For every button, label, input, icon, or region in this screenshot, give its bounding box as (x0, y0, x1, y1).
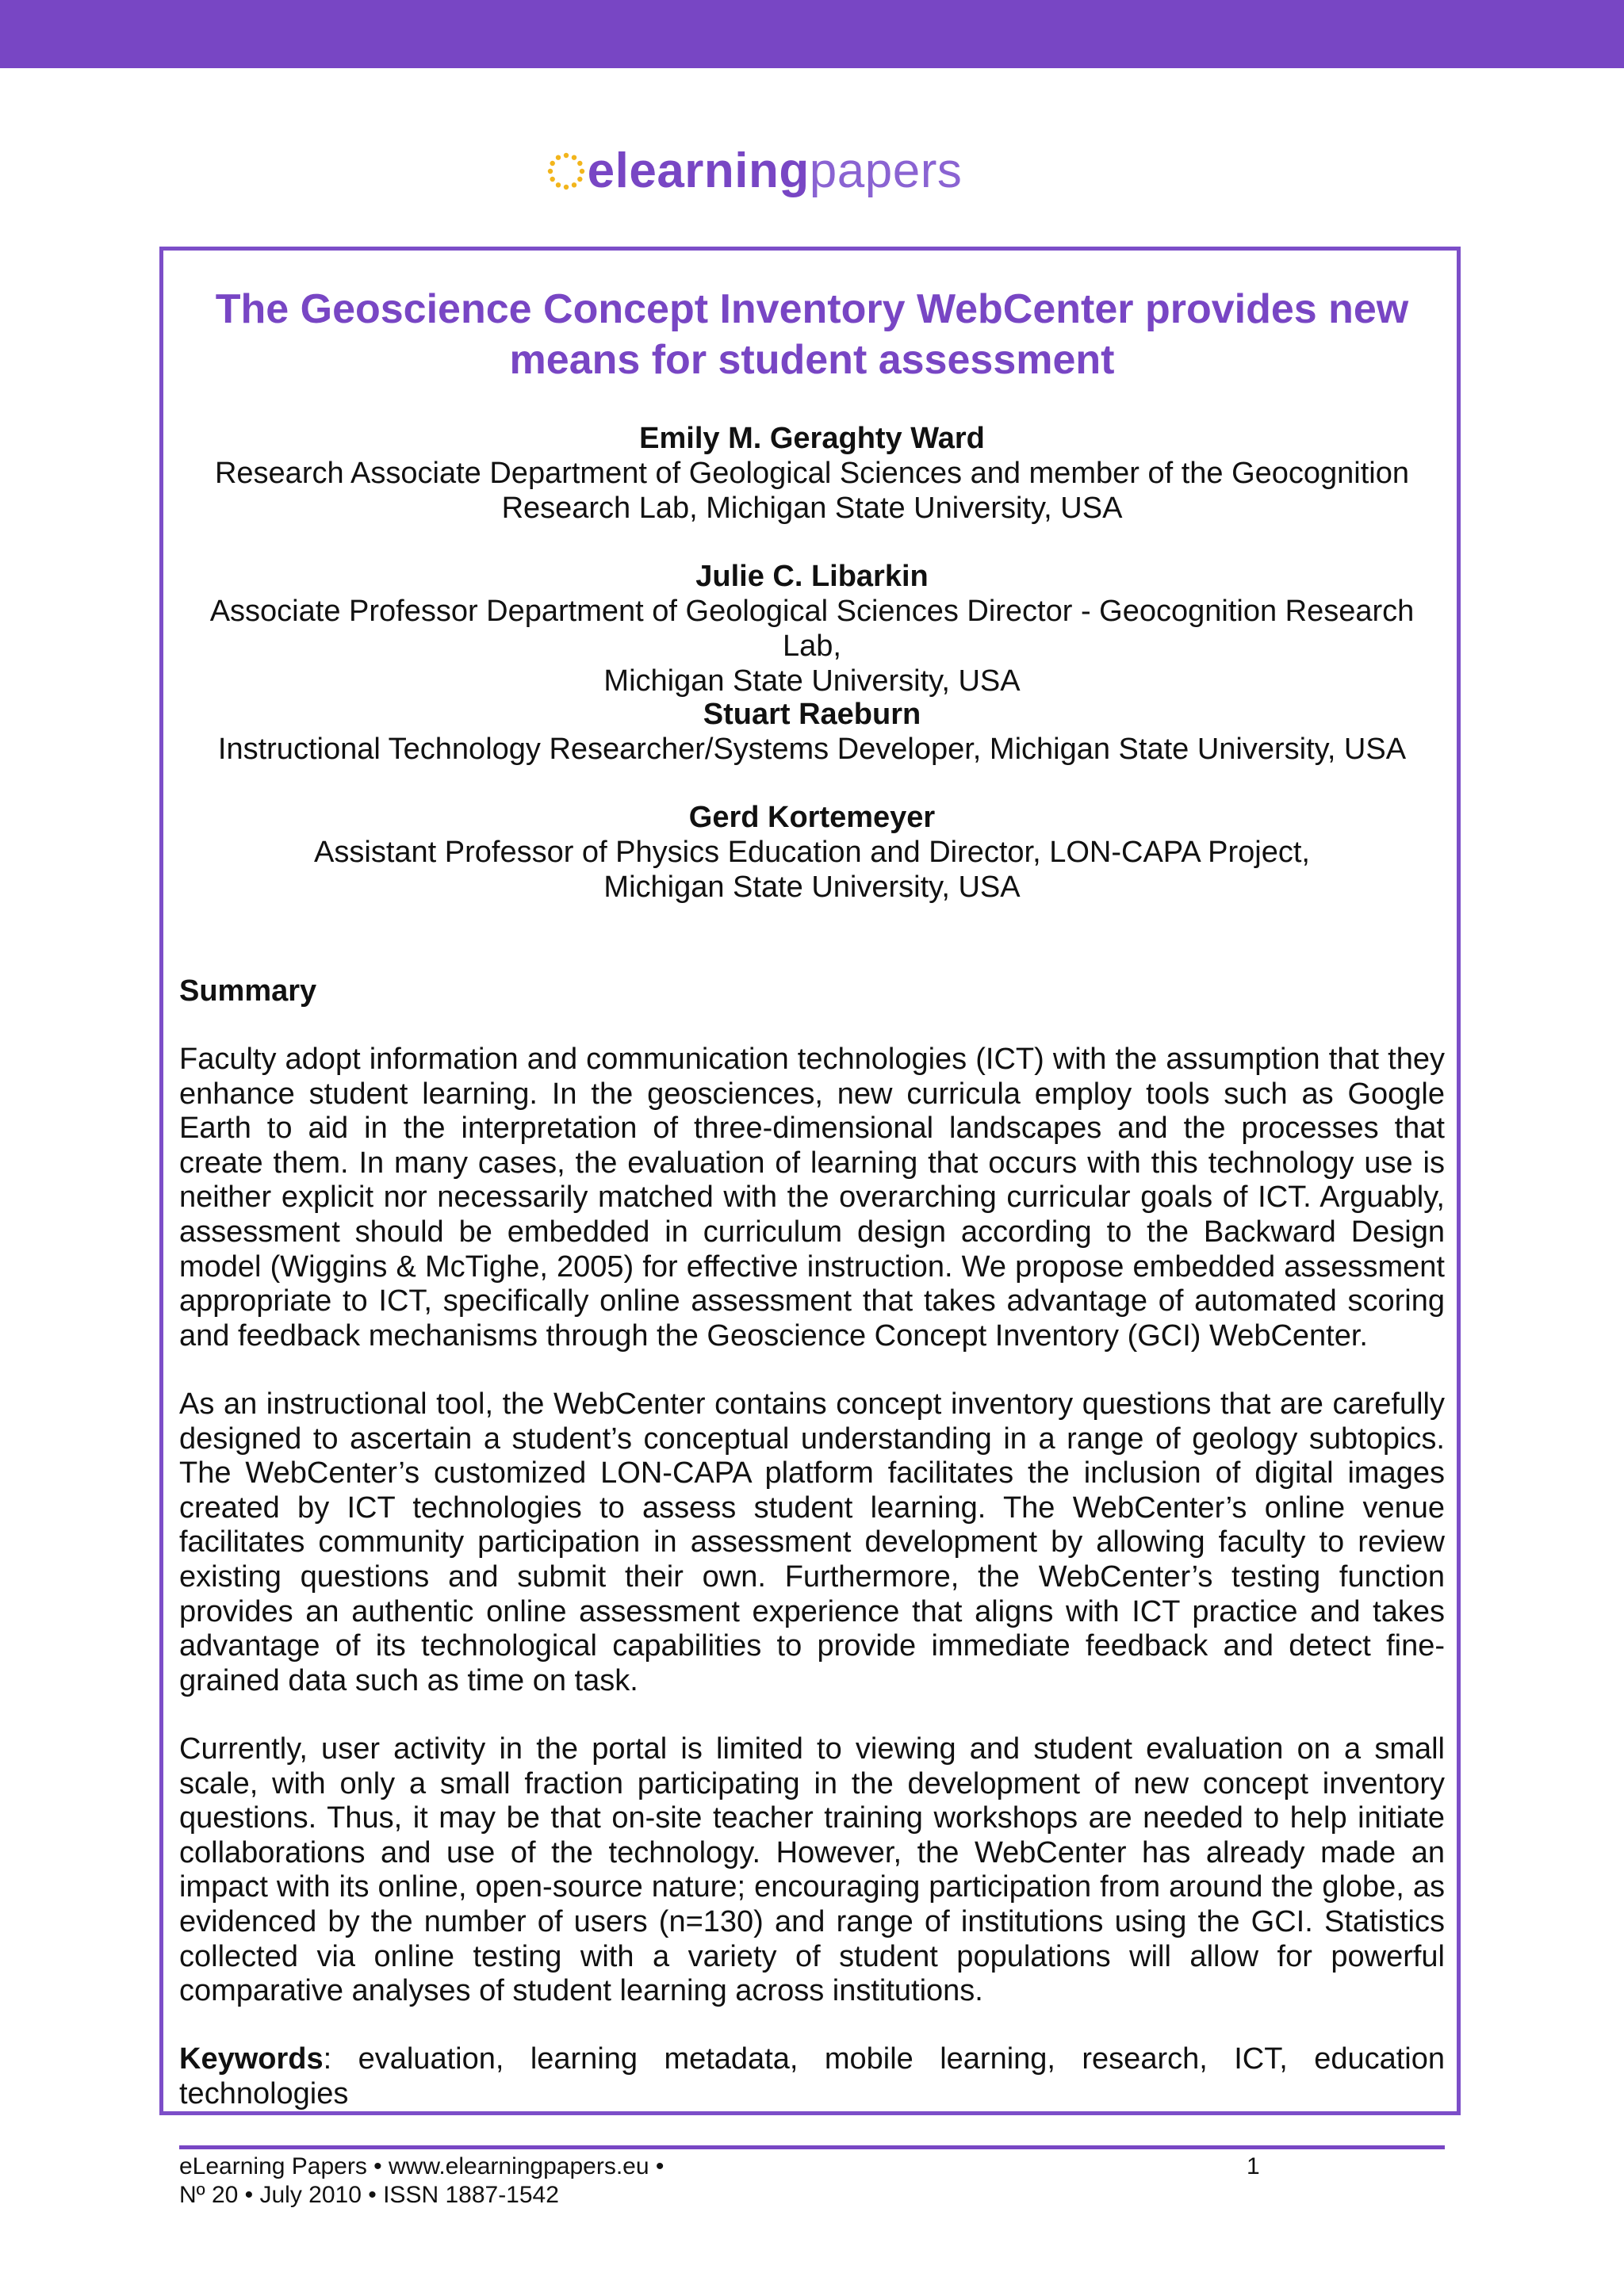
top-color-bar (0, 0, 1624, 68)
author-3 (179, 697, 1445, 767)
author-name: Gerd Kortemeyer (688, 801, 936, 834)
author-affiliation: Research Lab, Michigan State University, USA (501, 492, 1123, 525)
logo-text-learning: learning (615, 144, 810, 198)
author-affiliation: Associate Professor Department of Geological Sciences Director - Geocognition Research Lab, (209, 595, 1415, 663)
author-affiliation: Assistant Professor of Physics Education and Director, LON-CAPA Project, (314, 836, 1310, 869)
author-4 (179, 800, 1445, 905)
keywords (179, 2042, 1445, 2111)
author-affiliation: Michigan State University, USA (603, 664, 1021, 698)
page-number: 1 (1247, 2153, 1260, 2179)
footer-line-1: eLearning Papers • www.elearningpapers.eu • (179, 2153, 665, 2179)
paper-title: The Geoscience Concept Inventory WebCenter provides new means for student assessment (215, 286, 1409, 383)
summary-paragraph-2: As an instructional tool, the WebCenter contains concept inventory questions that are carefully designed to ascertain a student’s conceptual understanding in a range of geology subtopics. The WebCenter’s customized LON-CAPA platform facilitates the inclusion of digital images created by ICT technologies to assess student learning. The WebCenter’s online venue facilitates community participation in assessment development by allowing faculty to review existing questions and submit their own. Furthermore, the WebCenter’s testing function provides an authentic online assessment experience that aligns with ICT practice and takes advantage of its technological capabilities to provide immediate feedback and detect fine-grained data such as time on task. (179, 1387, 1445, 1697)
author-affiliation: Research Associate Department of Geological Sciences and member of the Geocognition (214, 457, 1410, 490)
summary-heading: Summary (179, 974, 317, 1008)
author-1 (179, 421, 1445, 526)
keywords-label: Keywords (179, 2042, 324, 2076)
logo-text-papers: papers (809, 144, 963, 198)
eu-stars-icon (545, 150, 588, 193)
author-affiliation: Instructional Technology Researcher/Systems Developer, Michigan State University, USA (217, 733, 1407, 766)
author-name: Stuart Raeburn (703, 698, 921, 731)
logo-text-e: e (587, 144, 615, 198)
footer-line-2: Nº 20 • July 2010 • ISSN 1887-1542 (179, 2182, 559, 2208)
author-2 (179, 559, 1445, 698)
author-affiliation: Michigan State University, USA (603, 871, 1021, 904)
summary-paragraph-1: Faculty adopt information and communication technologies (ICT) with the assumption that they enhance student learning. In the geosciences, new curricula employ tools such as Google Earth to aid in the interpretation of three-dimensional landscapes and the processes that create them. In many cases, the evaluation of learning that occurs with this technology use is neither explicit nor necessarily matched with the overarching curricular goals of ICT. Arguably, assessment should be embedded in curriculum design according to the Backward Design model (Wiggins & McTighe, 2005) for effective instruction. We propose embedded assessment appropriate to ICT, specifically online assessment that takes advantage of automated scoring and feedback mechanisms through the Geoscience Concept Inventory (GCI) WebCenter. (179, 1043, 1445, 1353)
summary-paragraph-3: Currently, user activity in the portal is limited to viewing and student evaluation on a small scale, with only a small fraction participating in the development of new concept inventory questions. Thus, it may be that on-site teacher training workshops are needed to help initiate collaborations and use of the technology. However, the WebCenter has already made an impact with its online, open-source nature; encouraging participation from around the globe, as evidenced by the number of users (n=130) and range of institutions using the GCI. Statistics collected via online testing with a variety of student populations will allow for powerful comparative analyses of student learning across institutions. (179, 1732, 1445, 2008)
elearningpapers-logo (0, 143, 1507, 199)
keywords-text: : evaluation, learning metadata, mobile learning, research, ICT, education technologies (179, 2042, 1445, 2110)
author-name: Emily M. Geraghty Ward (639, 422, 985, 455)
footer-divider (179, 2145, 1445, 2149)
author-name: Julie C. Libarkin (695, 560, 929, 593)
footer-info (179, 2152, 664, 2210)
